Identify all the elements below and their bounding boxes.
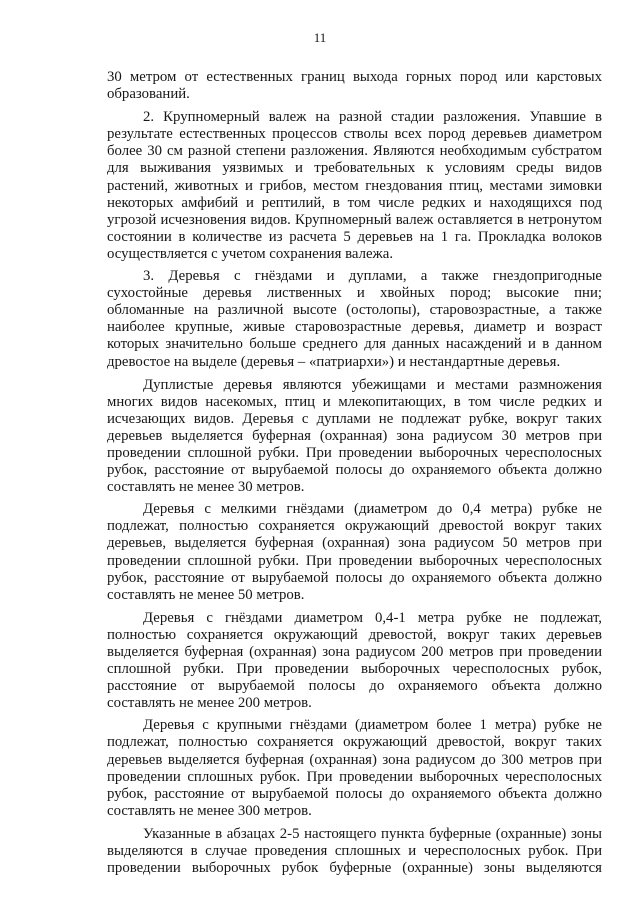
text-line: проведении сплошных рубок. При проведении выборочных чересполосных — [107, 768, 602, 785]
text-line: для выживания уязвимых и требовательных к условиям среды видов — [107, 160, 602, 177]
text-line: сухостойные деревья лиственных и хвойных пород; высокие пни; — [107, 285, 602, 302]
text-line: проведении выборочных рубок буферные (охранные) зоны выделяются — [107, 860, 602, 877]
paragraph — [107, 268, 602, 371]
text-line: деревьев, выделяется буферная (охранная) зона радиусом 50 метров при — [107, 535, 602, 552]
text-line: более 30 см разной степени разложения. Являются необходимым субстратом — [107, 143, 602, 160]
text-line: полностью сохраняется окружающий древостой, вокруг таких деревьев — [107, 626, 602, 643]
text-line: расстояние от вырубаемой полосы до охраняемого объекта должно — [107, 678, 602, 695]
paragraph — [107, 69, 602, 103]
text-line: рубок, расстояние от вырубаемой полосы до охраняемого объекта должно — [107, 569, 602, 586]
paragraph — [107, 826, 602, 877]
text-line: осуществляется с учетом сохранения валежа. — [107, 245, 394, 262]
page-number: 11 — [313, 30, 327, 45]
text-line: составлять не менее 30 метров. — [107, 479, 305, 496]
text-line: сплошной рубки. При проведении выборочных чересполосных рубок, — [107, 661, 602, 678]
text-line: выделяются в случае проведения сплошных и чересполосных рубок. При — [107, 843, 602, 860]
text-line: составлять не менее 50 метров. — [107, 586, 305, 603]
text-line: результате естественных процессов стволы всех пород деревьев диаметром — [107, 126, 602, 143]
text-line: обломанные на различной высоте (остолопы), старовозрастные, а также — [107, 302, 602, 319]
text-line: Деревья с крупными гнёздами (диаметром более 1 метра) рубке не — [143, 717, 602, 734]
text-line: наиболее крупные, живые старовозрастные деревья, диаметр и возраст — [107, 319, 602, 336]
text-line: рубок, расстояние от вырубаемой полосы до охраняемого объекта должно — [107, 785, 602, 802]
text-line: 3. Деревья с гнёздами и дуплами, а также гнездопригодные — [143, 268, 602, 285]
text-line: которых значительно больше среднего для данных насаждений и в данном — [107, 336, 602, 353]
text-line: рубок, расстояние от вырубаемой полосы до охраняемого объекта должно — [107, 462, 602, 479]
text-line: деревьев выделяется буферная (охранная) зона радиусом до 300 метров при — [107, 751, 602, 768]
paragraph — [107, 377, 602, 497]
text-line: Деревья с гнёздами диаметром 0,4-1 метра рубке не подлежат, — [143, 609, 602, 626]
text-line: деревьев выделяется буферная (охранная) зона радиусом 30 метров при — [107, 427, 602, 444]
text-line: 30 метром от естественных границ выхода горных пород или карстовых — [107, 69, 602, 85]
text-line: состоянии в количестве из расчета 5 деревьев на 1 га. Прокладка волоков — [107, 228, 602, 245]
paragraph — [107, 610, 602, 713]
text-line: Деревья с мелкими гнёздами (диаметром до 0,4 метра) рубке не — [143, 501, 602, 518]
text-line: составлять не менее 300 метров. — [107, 802, 312, 819]
paragraph — [107, 717, 602, 820]
text-line: многих видов насекомых, птиц и млекопитающих, в том числе редких и — [107, 393, 602, 410]
text-line: 2. Крупномерный валеж на разной стадии разложения. Упавшие в — [143, 109, 602, 126]
text-line: угрозой исчезновения видов. Крупномерный валеж оставляется в нетронутом — [107, 211, 602, 228]
text-line: подлежат, полностью сохраняется окружающий древостой, вокруг таких — [107, 734, 602, 751]
text-line: растений, животных и грибов, местом гнездования птиц, местами зимовки — [107, 177, 602, 194]
text-line: Указанные в абзацах 2-5 настоящего пункта буферные (охранные) зоны — [143, 825, 602, 842]
text-line: образований. — [107, 86, 190, 103]
text-line: подлежат, полностью сохраняется окружающий древостой вокруг таких — [107, 518, 602, 535]
text-line: выделяется буферная (охранная) зона радиусом 200 метров при проведении — [107, 644, 602, 660]
text-line: проведении сплошной рубки. При проведении выборочных чересполосных — [107, 552, 602, 569]
text-line: Дуплистые деревья являются убежищами и местами размножения — [143, 376, 602, 393]
text-line: некоторых амфибий и рептилий, в том числе редких и находящихся под — [107, 194, 602, 211]
text-line: исчезающих видов. Деревья с дуплами не подлежат рубке, вокруг таких — [107, 410, 602, 427]
paragraph — [107, 501, 602, 604]
text-line: проведении сплошной рубки. При проведении выборочных чересполосных — [107, 444, 602, 461]
text-line: древостое на выделе (деревья – «патриархи») и нестандартные деревья. — [107, 353, 561, 370]
text-line: составлять не менее 200 метров. — [107, 695, 312, 712]
document-body — [107, 69, 602, 877]
paragraph — [107, 109, 602, 263]
